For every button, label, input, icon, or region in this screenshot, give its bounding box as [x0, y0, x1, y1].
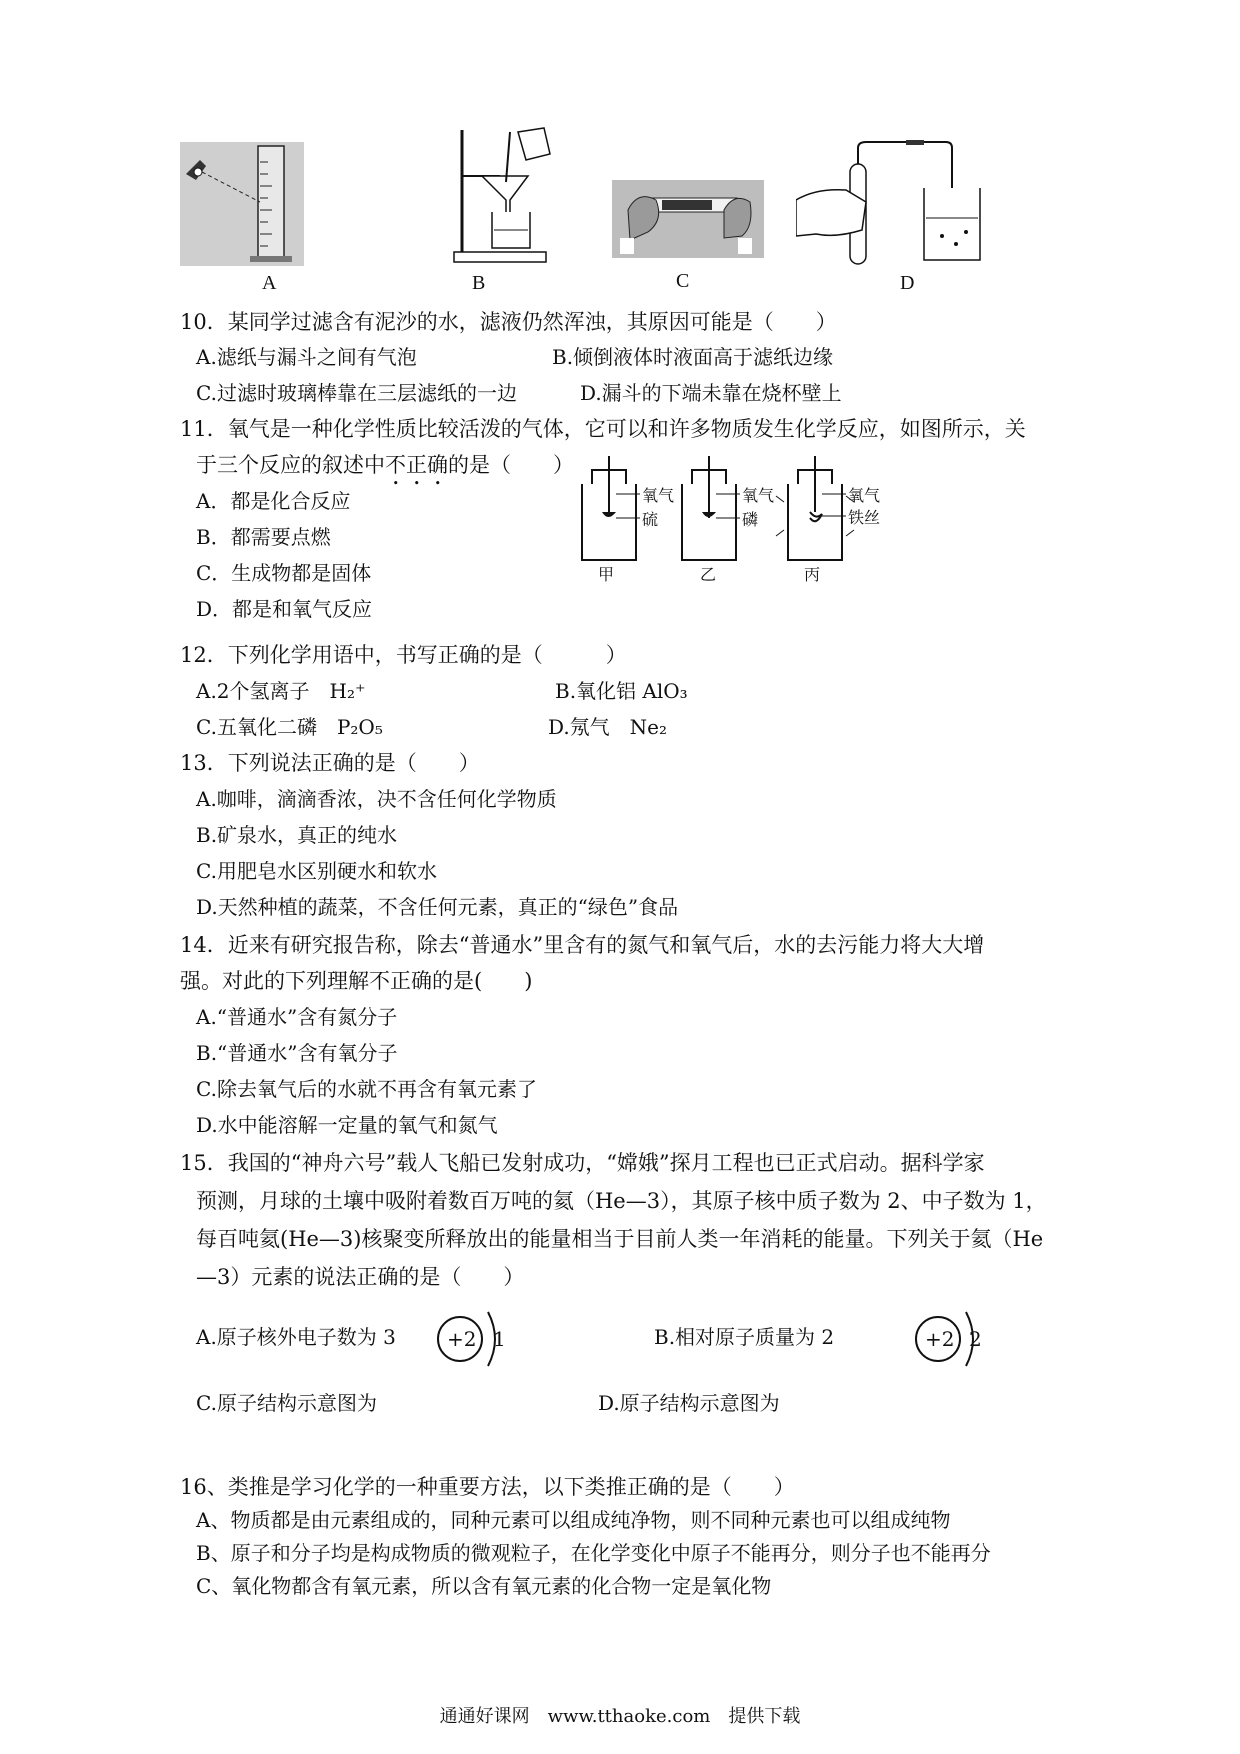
q11-stem-line2: [196, 450, 574, 490]
q11-label-iron-wire: 铁丝: [848, 508, 881, 527]
q14-option-c: C.除去氧气后的水就不再含有氧元素了: [196, 1077, 537, 1101]
q11-label-jia: 甲: [598, 565, 615, 584]
q11-label-oxygen-bing: 氧气: [848, 486, 881, 505]
q11-option-d: D．都是和氧气反应: [196, 597, 373, 621]
figure-b-label: B: [472, 272, 486, 294]
q12-option-a: A.2个氢离子 H₂⁺: [196, 679, 366, 703]
q15-stem-line2: 预测，月球的土壤中吸附着数百万吨的氦（He—3），其原子核中质子数为 2、中子数为 1，: [196, 1189, 1047, 1213]
q12-option-d: D.氖气 Ne₂: [548, 715, 668, 739]
q15-diagram-d-nucleus: +2: [925, 1327, 955, 1351]
q16-option-b: B、原子和分子均是构成物质的微观粒子，在化学变化中原子不能再分，则分子也不能再分: [196, 1541, 991, 1565]
q15-diagram-d-shell: 2: [969, 1327, 982, 1351]
q11-label-oxygen-yi: 氧气: [742, 486, 775, 505]
q11-emphasis: 不正确: [385, 453, 448, 477]
q10-option-d: D.漏斗的下端未靠在烧杯壁上: [580, 381, 842, 405]
page-footer: 通通好课网 www.tthaoke.com 提供下载: [439, 1706, 801, 1727]
q15-diagram-c-shell: 1: [493, 1327, 506, 1351]
q13-option-a: A.咖啡，滴滴香浓，决不含任何化学物质: [196, 787, 557, 811]
figure-b-filtration: [440, 126, 560, 266]
q16-option-a: A、物质都是由元素组成的，同种元素可以组成纯净物，则不同种元素也可以组成纯物: [196, 1508, 951, 1532]
figure-d-label: D: [900, 272, 915, 294]
q11-stem-part3: 的是（ ）: [448, 453, 574, 477]
q11-option-a: A．都是化合反应: [196, 489, 351, 513]
q13-option-b: B.矿泉水，真正的纯水: [196, 823, 398, 847]
q13-option-d: D.天然种植的蔬菜，不含任何元素，真正的“绿色”食品: [196, 895, 679, 919]
q12-stem: 12．下列化学用语中，书写正确的是（ ）: [180, 643, 627, 667]
figure-c-label: C: [676, 270, 690, 292]
q16-option-c: C、氧化物都含有氧元素，所以含有氧元素的化合物一定是氧化物: [196, 1574, 772, 1598]
q11-label-sulfur: 硫: [642, 510, 659, 529]
q15-option-d: D.原子结构示意图为: [598, 1391, 780, 1415]
q14-option-a: A.“普通水”含有氮分子: [196, 1005, 398, 1029]
figure-d-airtightness-check: [796, 140, 992, 266]
q14-option-b: B.“普通水”含有氧分子: [196, 1041, 398, 1065]
q15-stem-line4: —3）元素的说法正确的是（ ）: [196, 1265, 525, 1289]
q14-stem-line1: 14．近来有研究报告称，除去“普通水”里含有的氮气和氧气后，水的去污能力将大大增: [180, 933, 985, 957]
q15-option-c: C.原子结构示意图为: [196, 1391, 377, 1415]
q11-option-b: B．都需要点燃: [196, 525, 331, 549]
q11-label-oxygen-jia: 氧气: [642, 486, 675, 505]
q14-stem-line2: 强。对此的下列理解不正确的是( ): [180, 969, 533, 993]
q15-stem-line1: 15．我国的“神舟六号”载人飞船已发射成功，“嫦娥”探月工程也已正式启动。据科学家: [180, 1151, 985, 1175]
q11-label-phosphorus: 磷: [742, 510, 759, 529]
q10-option-b: B.倾倒液体时液面高于滤纸边缘: [552, 345, 834, 369]
q10-option-a: A.滤纸与漏斗之间有气泡: [196, 345, 417, 369]
q16-stem: 16、类推是学习化学的一种重要方法，以下类推正确的是（ ）: [180, 1475, 795, 1499]
q15-option-a: A.原子核外电子数为 3: [196, 1325, 396, 1349]
q11-stem-part1: 于三个反应的叙述中: [196, 453, 385, 477]
q11-option-c: C．生成物都是固体: [196, 561, 372, 585]
q11-label-bing: 丙: [804, 565, 821, 584]
q11-stem-line1: 11．氧气是一种化学性质比较活泼的气体，它可以和许多物质发生化学反应，如图所示，关: [180, 417, 1026, 441]
q14-option-d: D.水中能溶解一定量的氧气和氮气: [196, 1113, 498, 1137]
q13-option-c: C.用肥皂水区别硬水和软水: [196, 859, 437, 883]
q13-stem: 13．下列说法正确的是（ ）: [180, 751, 480, 775]
q10-stem: 10．某同学过滤含有泥沙的水，滤液仍然浑浊，其原因可能是（ ）: [180, 310, 837, 334]
q11-label-yi: 乙: [700, 565, 717, 584]
q12-option-b: B.氧化铝 AlO₃: [555, 679, 688, 703]
figure-c-test-tube: [612, 180, 764, 258]
q10-option-c: C.过滤时玻璃棒靠在三层滤纸的一边: [196, 381, 517, 405]
figure-a-graduated-cylinder: [180, 142, 304, 266]
q15-option-b: B.相对原子质量为 2: [654, 1325, 835, 1349]
figure-a-label: A: [262, 272, 277, 294]
q12-option-c: C.五氧化二磷 P₂O₅: [196, 715, 383, 739]
q15-diagram-c-nucleus: +2: [447, 1327, 477, 1351]
q15-stem-line3: 每百吨氦(He—3)核聚变所释放出的能量相当于目前人类一年消耗的能量。下列关于氦（He: [196, 1227, 1044, 1251]
